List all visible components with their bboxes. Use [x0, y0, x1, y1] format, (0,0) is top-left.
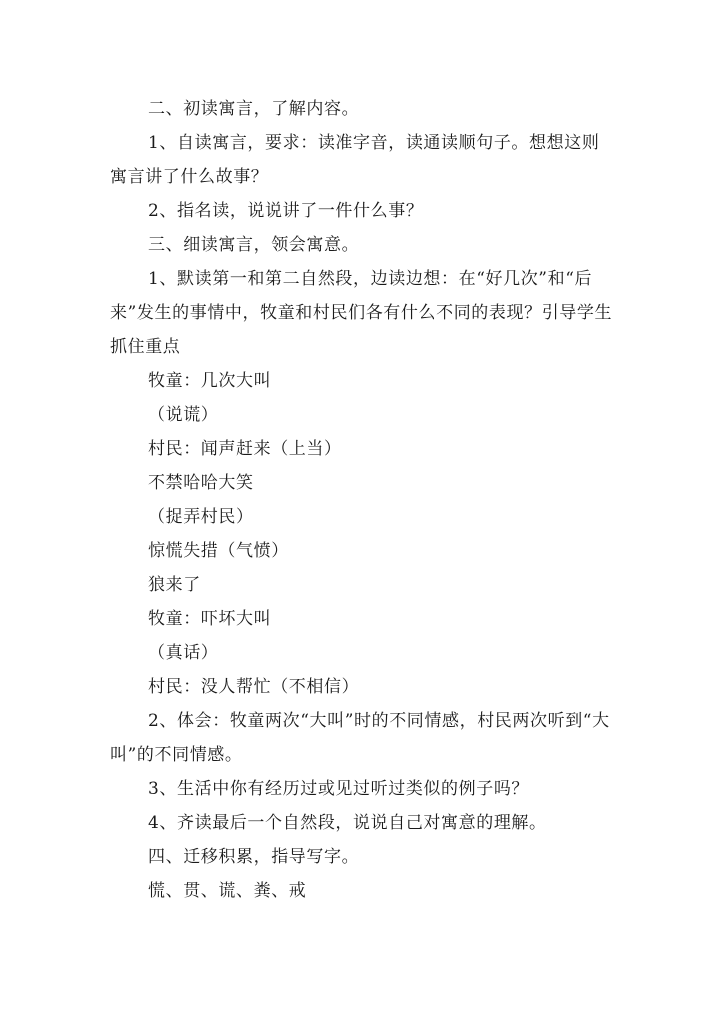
paragraph: 2、指名读，说说讲了一件什么事？	[148, 201, 424, 221]
paragraph: 1、自读寓言，要求：读准字音，读通读顺句子。想想这则寓言讲了什么故事？	[110, 133, 600, 187]
line: （捉弄村民）	[148, 507, 254, 527]
line: 狼来了	[148, 575, 201, 595]
line: 村民：没人帮忙（不相信）	[148, 677, 360, 697]
line: 牧童：吓坏大叫	[148, 609, 272, 629]
line: 牧童：几次大叫	[148, 371, 272, 391]
line: （真话）	[148, 643, 219, 663]
character-list: 慌、贯、谎、粪、戒	[148, 881, 307, 901]
section-heading-2: 二、初读寓言，了解内容。	[148, 99, 360, 119]
paragraph: 3、生活中你有经历过或见过听过类似的例子吗？	[148, 779, 530, 799]
section-heading-3: 三、细读寓言，领会寓意。	[148, 235, 360, 255]
section-heading-4: 四、迁移积累，指导写字。	[148, 847, 360, 867]
document-body	[110, 92, 615, 908]
line: 惊慌失措（气愤）	[148, 541, 289, 561]
paragraph: 2、体会：牧童两次“大叫”时的不同情感，村民两次听到“大叫”的不同情感。	[110, 711, 610, 765]
paragraph: 1、默读第一和第二自然段，边读边想：在“好几次”和“后来”发生的事情中，牧童和村民们各有什么不同的表现？引导学生抓住重点	[110, 269, 613, 357]
line: （说谎）	[148, 405, 219, 425]
line: 不禁哈哈大笑	[148, 473, 254, 493]
paragraph: 4、齐读最后一个自然段，说说自己对寓意的理解。	[148, 813, 547, 833]
line: 村民：闻声赶来（上当）	[148, 439, 342, 459]
